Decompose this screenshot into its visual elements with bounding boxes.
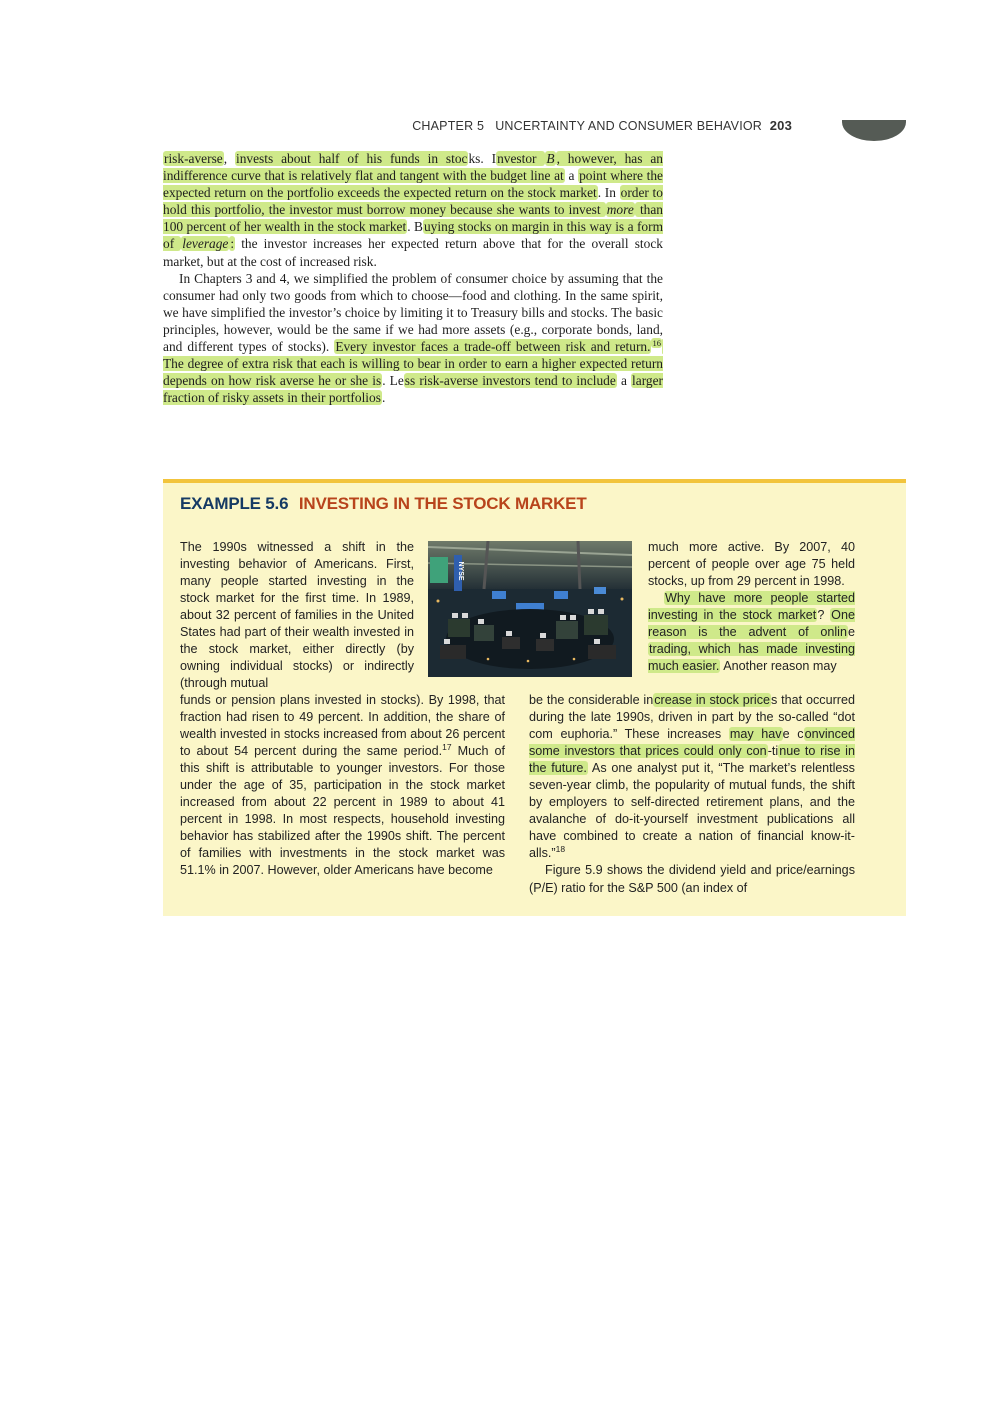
example-column-right-top	[648, 539, 855, 675]
chapter-title: UNCERTAINTY AND CONSUMER BEHAVIOR	[495, 119, 763, 133]
text-run: . B	[407, 219, 423, 235]
body-text	[163, 150, 663, 406]
text-run: e c	[782, 727, 804, 742]
footnote-ref: 16	[652, 338, 661, 349]
example-name: INVESTING IN THE STOCK MARKET	[298, 494, 587, 513]
stock-exchange-photo	[428, 541, 632, 677]
text-run: In Chapters 3 and 4, we simplified the problem of consumer choice by assuming that the consumer had only two goods from which to choose—food and clothing. In the same spirit, we have simplified the investor’s choice by limiting it to Treasury bills and stocks. The basic principles, however, would be the same if we had more assets (e.g., corporate bonds, land, and different types of stocks).	[163, 270, 663, 355]
text-run: s that occurred during the late 1990s, driven in part by the so-called “dot com euphoria.” These increases	[529, 693, 855, 742]
text-run: ks. I	[468, 151, 497, 166]
example-number: EXAMPLE 5.6	[180, 494, 289, 513]
paragraph	[163, 150, 663, 270]
text-run: Another reason may	[720, 659, 837, 674]
highlighted-text: nue to rise in the future.	[529, 744, 855, 776]
example-column-right-bottom	[529, 692, 855, 897]
text-run: a	[616, 373, 632, 389]
text-run: ,	[223, 151, 235, 166]
page-corner-tab	[842, 120, 906, 141]
text-run: a	[564, 168, 579, 184]
text-run: e	[847, 625, 855, 640]
highlighted-text: invests about half of his funds in stoc	[235, 151, 468, 166]
highlighted-text: nvestor	[497, 151, 545, 166]
highlighted-text: order to hold this portfolio, the investor must borrow money because she wants to invest	[163, 185, 663, 218]
chapter-label: CHAPTER 5	[412, 119, 485, 133]
footnote-ref: 18	[555, 844, 566, 855]
example-column-left-bottom	[180, 692, 505, 880]
text-run: be the considerable in	[529, 693, 654, 707]
highlighted-text: The degree of extra risk that each is willing to bear in order to earn a higher expected return depends on how risk averse he or she is	[163, 339, 663, 388]
trading-floor-illustration	[428, 541, 632, 677]
paragraph	[180, 692, 505, 880]
footnote-ref: 17	[442, 742, 452, 753]
text-run: As one analyst put it, “The market’s relentless seven-year climb, the popularity of mutual funds, the shift by employers to self-directed retirement plans, and the avalanche of do-it-yourself investment publications all have combined to create a nation of financial know-it-alls.”	[529, 761, 855, 861]
highlighted-text: larger fraction of risky assets in their portfolios	[163, 373, 664, 406]
text-run: .	[381, 390, 386, 406]
text-run: Much of this shift is attributable to younger investors. For those under the age of 35, participation in the stock market increased from about 22 percent in 1989 to about 41 percent in 1998. In most respects, household investing behavior has stabilized after the 1990s shift. The percent of families with investments in the stock market was 51.1% in 2007. However, older Americans have become	[180, 744, 506, 878]
text-run: The 1990s witnessed a shift in the investing behavior of Americans. First, many people started investing in the stock market for the first time. In 1989, about 32 percent of families in the United States had part of their wealth invested in the stock market, either directly (by owning individual stocks) or indirectly (through mutual	[180, 540, 414, 691]
text-run: much more active. By 2007, 40 percent of people over age 75 held stocks, up from 29 percent in 1998.	[648, 540, 855, 589]
highlighted-text: trading, which has made investing much easier.	[648, 642, 855, 674]
example-column-left-top	[180, 539, 414, 692]
running-header	[300, 118, 792, 133]
paragraph	[648, 539, 855, 590]
highlighted-text: One reason is the advent of onlin	[648, 608, 855, 640]
highlighted-text: ss risk-averse investors tend to include	[404, 373, 616, 389]
text-run: funds or pension plans invested in stocks). By 1998, that fraction had risen to 49 percent. In addition, the share of wealth invested in stocks increased from about 26 percent to about 54 percent during the same period.	[180, 693, 505, 759]
paragraph	[529, 692, 855, 862]
text-run: -ti	[767, 744, 779, 759]
highlighted-text: more	[606, 202, 634, 218]
highlighted-text: leverage	[182, 236, 229, 252]
highlighted-text: B	[546, 151, 555, 166]
highlighted-text: onvinced some investors that prices could only con	[529, 727, 855, 759]
photo-sign-text: NYSE	[457, 561, 464, 581]
paragraph	[180, 539, 414, 692]
highlighted-text: Every investor faces a trade-off between risk and return.	[335, 339, 651, 355]
highlighted-text: Why have more people started investing in the stock market	[648, 591, 855, 623]
highlighted-text: crease in stock price	[654, 693, 771, 707]
photo-banner	[430, 557, 448, 583]
example-title	[180, 494, 587, 514]
paragraph	[163, 270, 663, 407]
text-run: . In	[597, 185, 620, 201]
paragraph	[648, 590, 855, 675]
text-run: Figure 5.9 shows the dividend yield and price/earnings (P/E) ratio for the S&P 500 (an index of	[529, 863, 855, 895]
text-run: the investor increases her expected return above that for the overall stock market, but at the cost of increased risk.	[163, 236, 663, 269]
text-run: . Le	[382, 373, 404, 389]
highlighted-text: :	[230, 236, 235, 252]
highlighted-text: than 100 percent of her wealth in the stock market	[163, 202, 663, 235]
highlighted-text: may hav	[729, 727, 782, 742]
text-run: ?	[817, 608, 831, 623]
highlighted-text: risk-averse	[164, 151, 223, 166]
paragraph	[529, 862, 855, 896]
highlighted-text: , however, has an indifference curve that is relatively flat and tangent with the budget line at	[163, 151, 663, 184]
highlighted-text: uying stocks on margin in this way is a form of	[163, 219, 663, 252]
page-number: 203	[769, 118, 792, 133]
highlighted-text: point where the expected return on the portfolio exceeds the expected return on the stock market	[163, 168, 664, 201]
